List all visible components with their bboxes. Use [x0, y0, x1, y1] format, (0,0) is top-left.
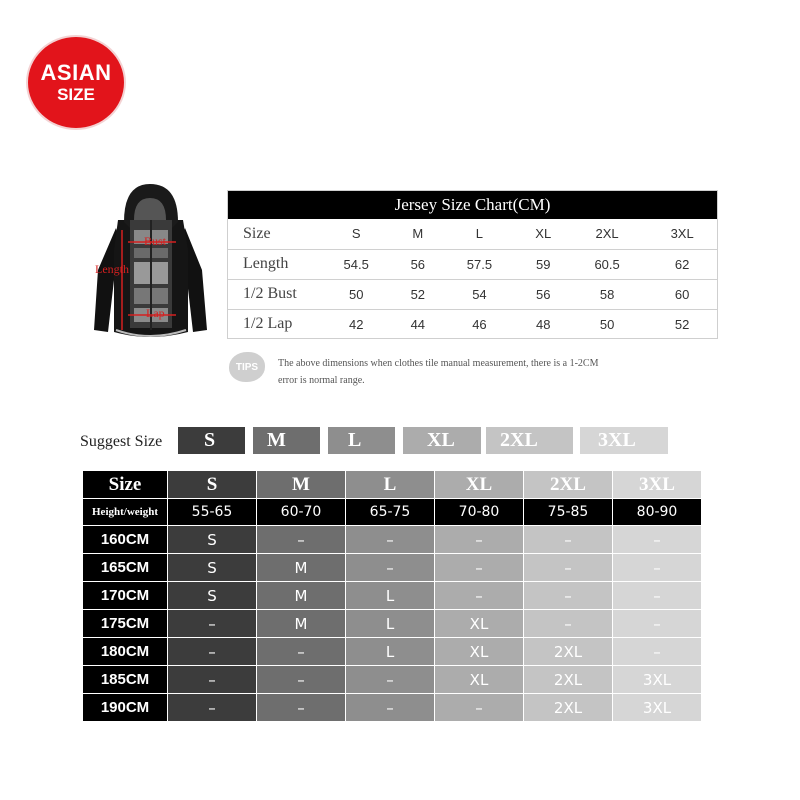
weight-cell: 75-85 — [524, 499, 613, 526]
size-cell: L — [346, 582, 435, 610]
size-cell: M — [257, 610, 346, 638]
jersey-size-2xl: 2XL — [568, 219, 646, 249]
size-cell: 2XL — [524, 694, 613, 722]
cell: 42 — [348, 316, 364, 332]
size-cell: – — [168, 694, 257, 722]
size-cell: – — [435, 554, 524, 582]
length-label: Length — [95, 262, 129, 276]
size-cell: – — [613, 638, 702, 666]
suggest-size-m: M — [253, 427, 320, 454]
size-cell: – — [613, 610, 702, 638]
size-cell: M — [257, 582, 346, 610]
size-cell: – — [168, 610, 257, 638]
height-label: 190CM — [83, 694, 168, 722]
table-row — [83, 638, 702, 666]
cell: 60 — [646, 279, 718, 309]
tips-icon-label: TIPS — [235, 361, 259, 373]
jersey-row-lap — [227, 309, 718, 339]
size-cell: S — [168, 526, 257, 554]
asian-size-badge — [28, 37, 124, 128]
size-header-2xl: 2XL — [524, 471, 613, 499]
cell: 56 — [395, 249, 440, 279]
cell: 54.5 — [317, 249, 395, 279]
jersey-size-label: Size — [227, 219, 317, 249]
cell: 48 — [536, 316, 551, 332]
cell: 52 — [395, 279, 440, 309]
table-row — [83, 694, 702, 722]
weight-cell: 65-75 — [346, 499, 435, 526]
row-label: 1/2 Lap — [243, 315, 293, 333]
size-cell: – — [257, 666, 346, 694]
size-header-s: S — [168, 471, 257, 499]
bust-label: Bust — [144, 234, 167, 248]
tips-line1: The above dimensions when clothes tile manual measurement, there is a 1-2CM — [278, 358, 599, 369]
size-cell: – — [168, 638, 257, 666]
table-row — [83, 666, 702, 694]
size-cell: 3XL — [613, 694, 702, 722]
size-cell: – — [524, 610, 613, 638]
size-cell: 2XL — [524, 638, 613, 666]
jersey-row-bust — [227, 279, 718, 309]
jersey-header-row — [227, 219, 718, 249]
cell: 62 — [646, 249, 718, 279]
cell: 58 — [568, 279, 646, 309]
suggest-size-label: Suggest Size — [80, 433, 163, 450]
size-cell: – — [524, 526, 613, 554]
suggest-size-s: S — [178, 427, 245, 454]
size-cell: – — [524, 554, 613, 582]
lap-label: Lap — [146, 306, 165, 320]
size-cell: – — [257, 638, 346, 666]
weight-row — [83, 499, 702, 526]
size-header-3xl: 3XL — [613, 471, 702, 499]
tips-icon — [229, 352, 265, 382]
jersey-chart-title: Jersey Size Chart(CM) — [227, 190, 718, 219]
size-cell: – — [346, 526, 435, 554]
suggest-size-l: L — [328, 427, 395, 454]
jersey-size-s: S — [317, 219, 395, 249]
size-header-row — [83, 471, 702, 499]
badge-line1: ASIAN — [40, 59, 112, 85]
height-label: 160CM — [83, 526, 168, 554]
suggest-size-3xl: 3XL — [580, 427, 668, 454]
size-cell: 2XL — [524, 666, 613, 694]
height-label: 170CM — [83, 582, 168, 610]
size-cell: – — [613, 526, 702, 554]
cell: 57.5 — [440, 249, 518, 279]
cell: 54 — [440, 279, 518, 309]
size-cell: – — [524, 582, 613, 610]
weight-cell: 60-70 — [257, 499, 346, 526]
jersey-size-m: M — [395, 219, 440, 249]
size-cell: XL — [435, 610, 524, 638]
size-cell: – — [346, 666, 435, 694]
height-label: 165CM — [83, 554, 168, 582]
tips-line2: error is normal range. — [278, 375, 365, 386]
size-header-l: L — [346, 471, 435, 499]
cell: 59 — [519, 249, 568, 279]
size-cell: – — [257, 694, 346, 722]
cell: 50 — [599, 316, 615, 332]
table-row — [83, 582, 702, 610]
size-cell: 3XL — [613, 666, 702, 694]
jersey-size-chart — [227, 190, 718, 339]
height-label: 175CM — [83, 610, 168, 638]
jacket-illustration — [88, 180, 213, 345]
tips-note — [278, 355, 678, 389]
badge-line2: SIZE — [57, 84, 95, 104]
size-cell: L — [346, 610, 435, 638]
size-cell: XL — [435, 666, 524, 694]
suggest-size-2xl: 2XL — [486, 427, 573, 454]
cell: 60.5 — [568, 249, 646, 279]
jersey-size-xl: XL — [519, 219, 568, 249]
size-cell: – — [435, 582, 524, 610]
height-weight-size-table — [82, 470, 702, 722]
size-cell: – — [613, 554, 702, 582]
size-cell: – — [346, 554, 435, 582]
size-cell: – — [257, 526, 346, 554]
size-cell: – — [435, 526, 524, 554]
height-label: 180CM — [83, 638, 168, 666]
size-header-m: M — [257, 471, 346, 499]
table-row — [83, 526, 702, 554]
table-row — [83, 554, 702, 582]
suggest-size-xl: XL — [403, 427, 481, 454]
weight-label: Height/weight — [83, 499, 168, 526]
jersey-row-length — [227, 249, 718, 279]
size-header-xl: XL — [435, 471, 524, 499]
size-header-label: Size — [83, 471, 168, 499]
size-cell: – — [435, 694, 524, 722]
size-cell: S — [168, 582, 257, 610]
cell: 52 — [674, 316, 690, 332]
row-label: Length — [227, 249, 317, 279]
size-cell: L — [346, 638, 435, 666]
size-cell: M — [257, 554, 346, 582]
row-label: 1/2 Bust — [227, 279, 317, 309]
cell: 44 — [410, 316, 426, 332]
jersey-size-l: L — [440, 219, 518, 249]
cell: 46 — [472, 316, 487, 332]
size-cell: S — [168, 554, 257, 582]
jersey-size-3xl: 3XL — [646, 219, 718, 249]
weight-cell: 55-65 — [168, 499, 257, 526]
size-cell: – — [613, 582, 702, 610]
weight-cell: 80-90 — [613, 499, 702, 526]
size-cell: – — [346, 694, 435, 722]
height-label: 185CM — [83, 666, 168, 694]
size-cell: XL — [435, 638, 524, 666]
table-row — [83, 610, 702, 638]
cell: 56 — [519, 279, 568, 309]
size-cell: – — [168, 666, 257, 694]
cell: 50 — [317, 279, 395, 309]
weight-cell: 70-80 — [435, 499, 524, 526]
